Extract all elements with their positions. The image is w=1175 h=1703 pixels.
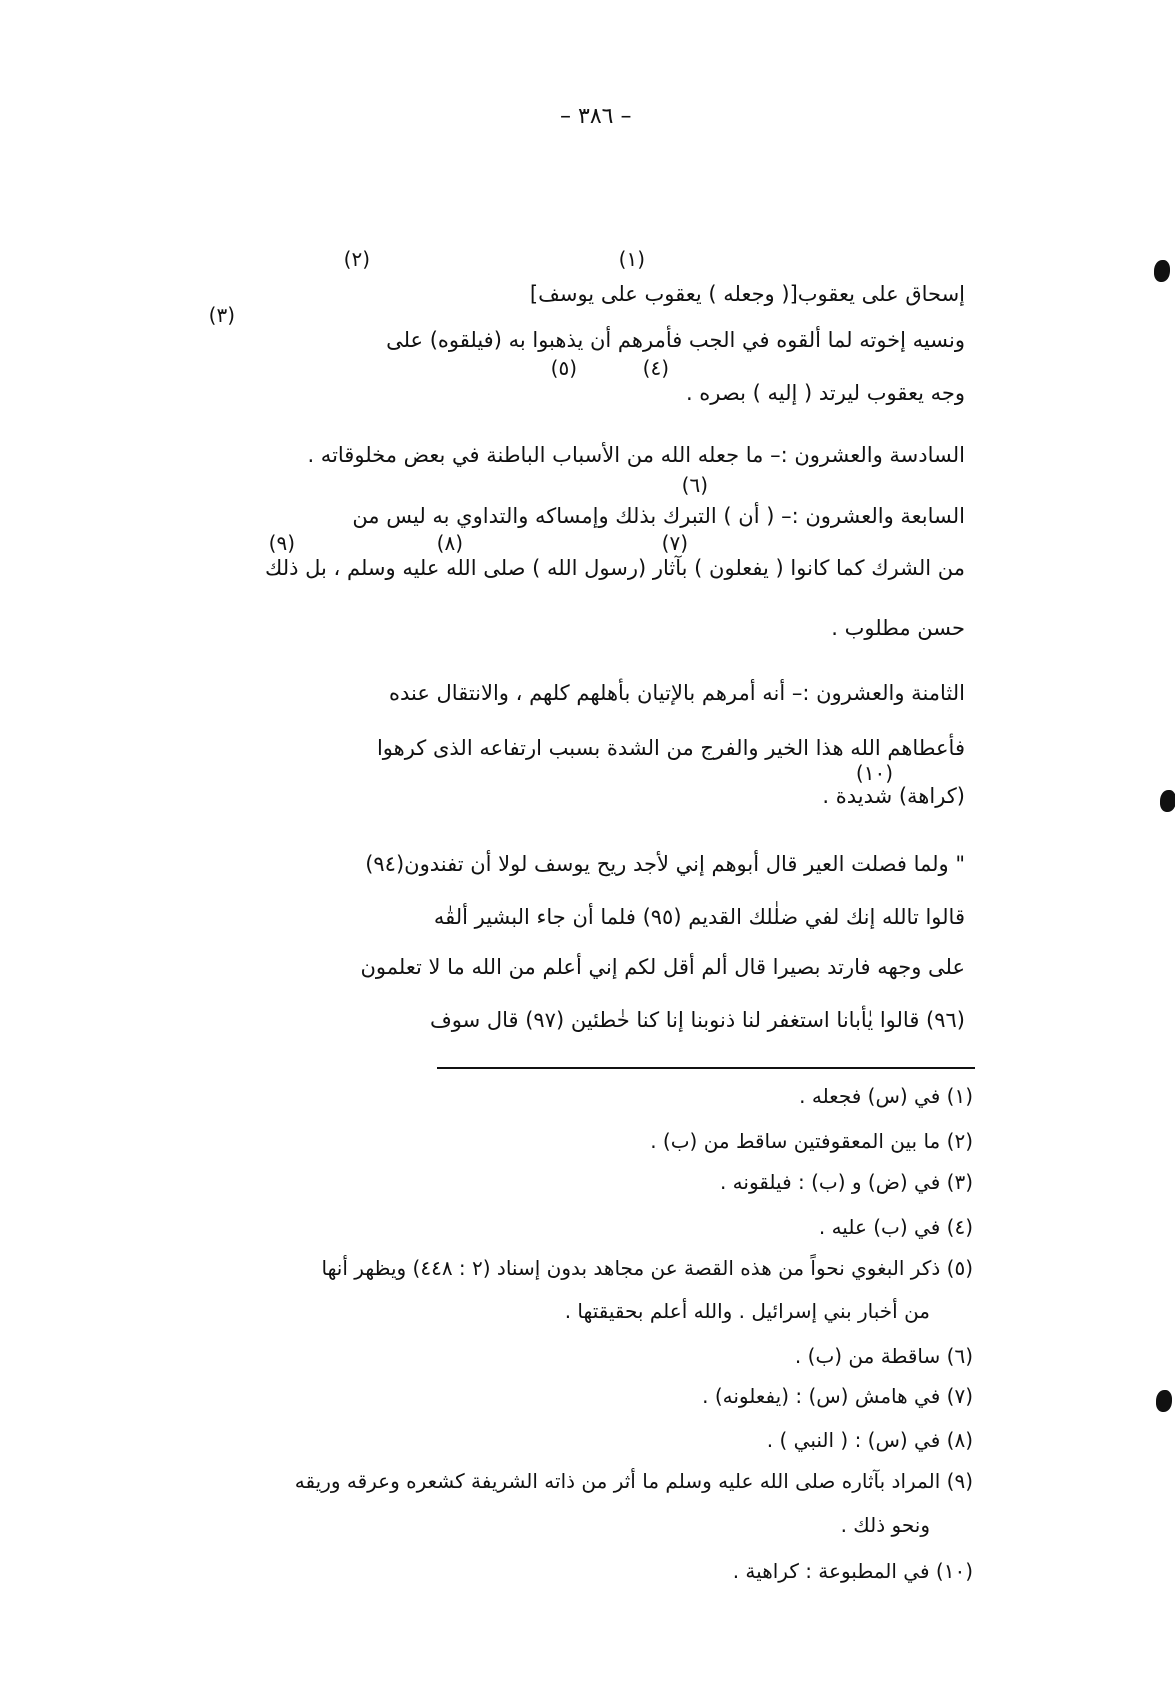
text-line-3: وجه يعقوب ليرتد ( إليه ) بصره . (685, 381, 965, 405)
footnote-3: (٣) في (ض) و (ب) : فيلقونه . (719, 1170, 973, 1194)
verse-line-1: " ولما فصلت العير قال أبوهم إني لأجد ريح يوسف لولا أن تفندون(٩٤) (365, 852, 965, 876)
point-28-line-2: فأعطاهم الله هذا الخير والفرج من الشدة بسبب ارتفاعه الذى كرهوا (376, 736, 965, 760)
scan-mark (1156, 1390, 1172, 1412)
footnote-1: (١) في (س) فجعله . (799, 1084, 973, 1108)
footnote-9-line-2: ونحو ذلك . (840, 1513, 930, 1537)
text-line-2: ونسيه إخوته لما ألقوه في الجب فأمرهم أن يذهبوا به (فيلقوه) على (386, 328, 965, 352)
point-28-line-1: الثامنة والعشرون :– أنه أمرهم بالإتيان بأهلهم كلهم ، والانتقال عنده (388, 681, 965, 705)
point-27-line-3: حسن مطلوب . (831, 616, 965, 640)
point-28-line-3: (كراهة) شديدة . (822, 784, 965, 808)
footnote-9-line-1: (٩) المراد بآثاره صلى الله عليه وسلم ما أثر من ذاته الشريفة كشعره وعرقه وريقه (294, 1469, 973, 1493)
footnote-4: (٤) في (ب) عليه . (818, 1215, 973, 1239)
page-number: – ٣٨٦ – (560, 104, 632, 129)
footnote-7: (٧) في هامش (س) : (يفعلونه) . (702, 1384, 973, 1408)
footnote-marker-8: (٨) (436, 531, 463, 555)
footnote-marker-1: (١) (618, 247, 645, 271)
point-26: السادسة والعشرون :– ما جعله الله من الأسباب الباطنة في بعض مخلوقاته . (307, 443, 965, 467)
footnote-marker-7: (٧) (661, 531, 688, 555)
footnote-marker-4: (٤) (642, 356, 669, 380)
footnote-marker-2: (٢) (343, 247, 370, 271)
footnote-marker-5: (٥) (550, 356, 577, 380)
footnote-5-line-2: من أخبار بني إسرائيل . والله أعلم بحقيقتها . (564, 1299, 930, 1323)
verse-line-3: على وجهه فارتد بصيرا قال ألم أقل لكم إني أعلم من الله ما لا تعلمون (360, 955, 965, 979)
verse-line-4: (٩٦) قالوا يٰأبانا استغفر لنا ذنوبنا إنا كنا خٰطئين (٩٧) قال سوف (429, 1008, 965, 1032)
point-27-line-2: من الشرك كما كانوا ( يفعلون ) بآثار (رسول الله ) صلى الله عليه وسلم ، بل ذلك (265, 556, 965, 580)
footnote-5-line-1: (٥) ذكر البغوي نحواً من هذه القصة عن مجاهد بدون إسناد (٢ : ٤٤٨) ويظهر أنها (321, 1256, 973, 1280)
footnote-marker-9: (٩) (268, 531, 295, 555)
text-line-1: إسحاق على يعقوب[( وجعله ) يعقوب على يوسف] (529, 282, 965, 306)
scan-mark (1160, 790, 1175, 812)
footnote-6: (٦) ساقطة من (ب) . (794, 1344, 973, 1368)
footnote-10: (١٠) في المطبوعة : كراهية . (732, 1559, 973, 1583)
scan-mark (1154, 260, 1170, 282)
footnote-marker-3: (٣) (208, 303, 235, 327)
footnote-separator (437, 1067, 975, 1069)
footnote-8: (٨) في (س) : ( النبي ) . (766, 1428, 973, 1452)
footnote-2: (٢) ما بين المعقوفتين ساقط من (ب) . (650, 1129, 973, 1153)
footnote-marker-6: (٦) (681, 473, 708, 497)
footnote-marker-10: (١٠) (855, 761, 893, 785)
verse-line-2: قالوا تالله إنك لفي ضلٰلك القديم (٩٥) فلما أن جاء البشير ألقٰه (433, 905, 965, 929)
point-27-line-1: السابعة والعشرون :– ( أن ) التبرك بذلك وإمساكه والتداوي به ليس من (352, 504, 965, 528)
